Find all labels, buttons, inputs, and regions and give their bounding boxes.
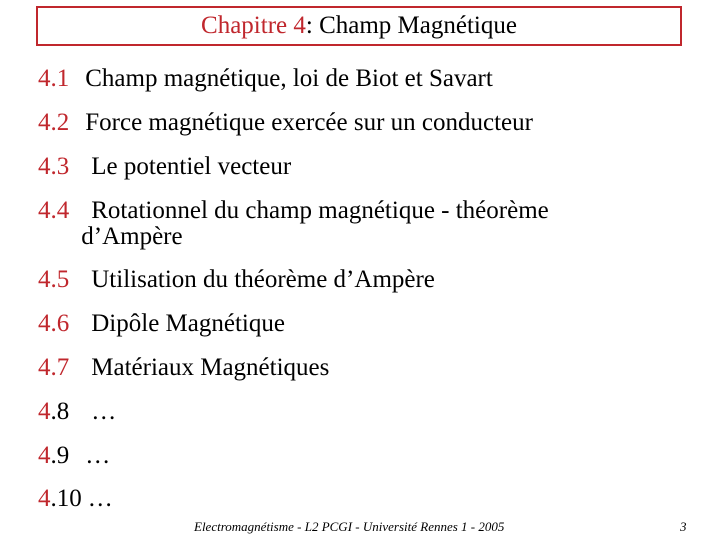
list-item xyxy=(38,154,291,180)
item-number: 4.1 xyxy=(38,65,70,92)
list-item xyxy=(38,486,113,512)
item-label: … xyxy=(85,442,111,469)
item-number: 4.6 xyxy=(38,310,70,337)
item-label: Le potentiel vecteur xyxy=(91,153,292,180)
title-text: : Champ Magnétique xyxy=(305,12,517,39)
item-label: Utilisation du théorème d’Ampère xyxy=(91,266,435,293)
item-number: 4.2 xyxy=(38,109,70,136)
item-label: Matériaux Magnétiques xyxy=(91,354,330,381)
item-label: Force magnétique exercée sur un conducteur xyxy=(85,109,533,136)
list-item xyxy=(38,443,110,469)
item-number: 4.5 xyxy=(38,266,70,293)
item-number: 4.3 xyxy=(38,153,70,180)
item-number: 4.9 xyxy=(38,442,70,469)
list-item xyxy=(38,66,493,92)
list-item xyxy=(38,267,435,293)
item-number: 4.4 xyxy=(38,197,70,224)
list-item xyxy=(38,198,549,250)
list-item xyxy=(38,355,329,381)
item-label: Rotationnel du champ magnétique - théorème d’Ampère xyxy=(81,197,549,250)
item-number: 4.8 xyxy=(38,398,70,425)
list-item xyxy=(38,110,533,136)
item-label: … xyxy=(91,398,117,425)
item-label: Champ magnétique, loi de Biot et Savart xyxy=(85,65,493,92)
item-label: Dipôle Magnétique xyxy=(91,310,285,337)
item-label: … xyxy=(87,485,113,512)
list-item xyxy=(38,311,285,337)
slide-footer: Electromagnétisme - L2 PCGI - Université Rennes 1 - 2005 xyxy=(194,519,505,534)
slide-title xyxy=(36,6,682,46)
item-number: 4.7 xyxy=(38,354,70,381)
page-number: 3 xyxy=(680,519,687,534)
item-number: 4.10 xyxy=(38,485,82,512)
title-chapter: Chapitre 4 xyxy=(201,12,306,39)
list-item xyxy=(38,399,116,425)
